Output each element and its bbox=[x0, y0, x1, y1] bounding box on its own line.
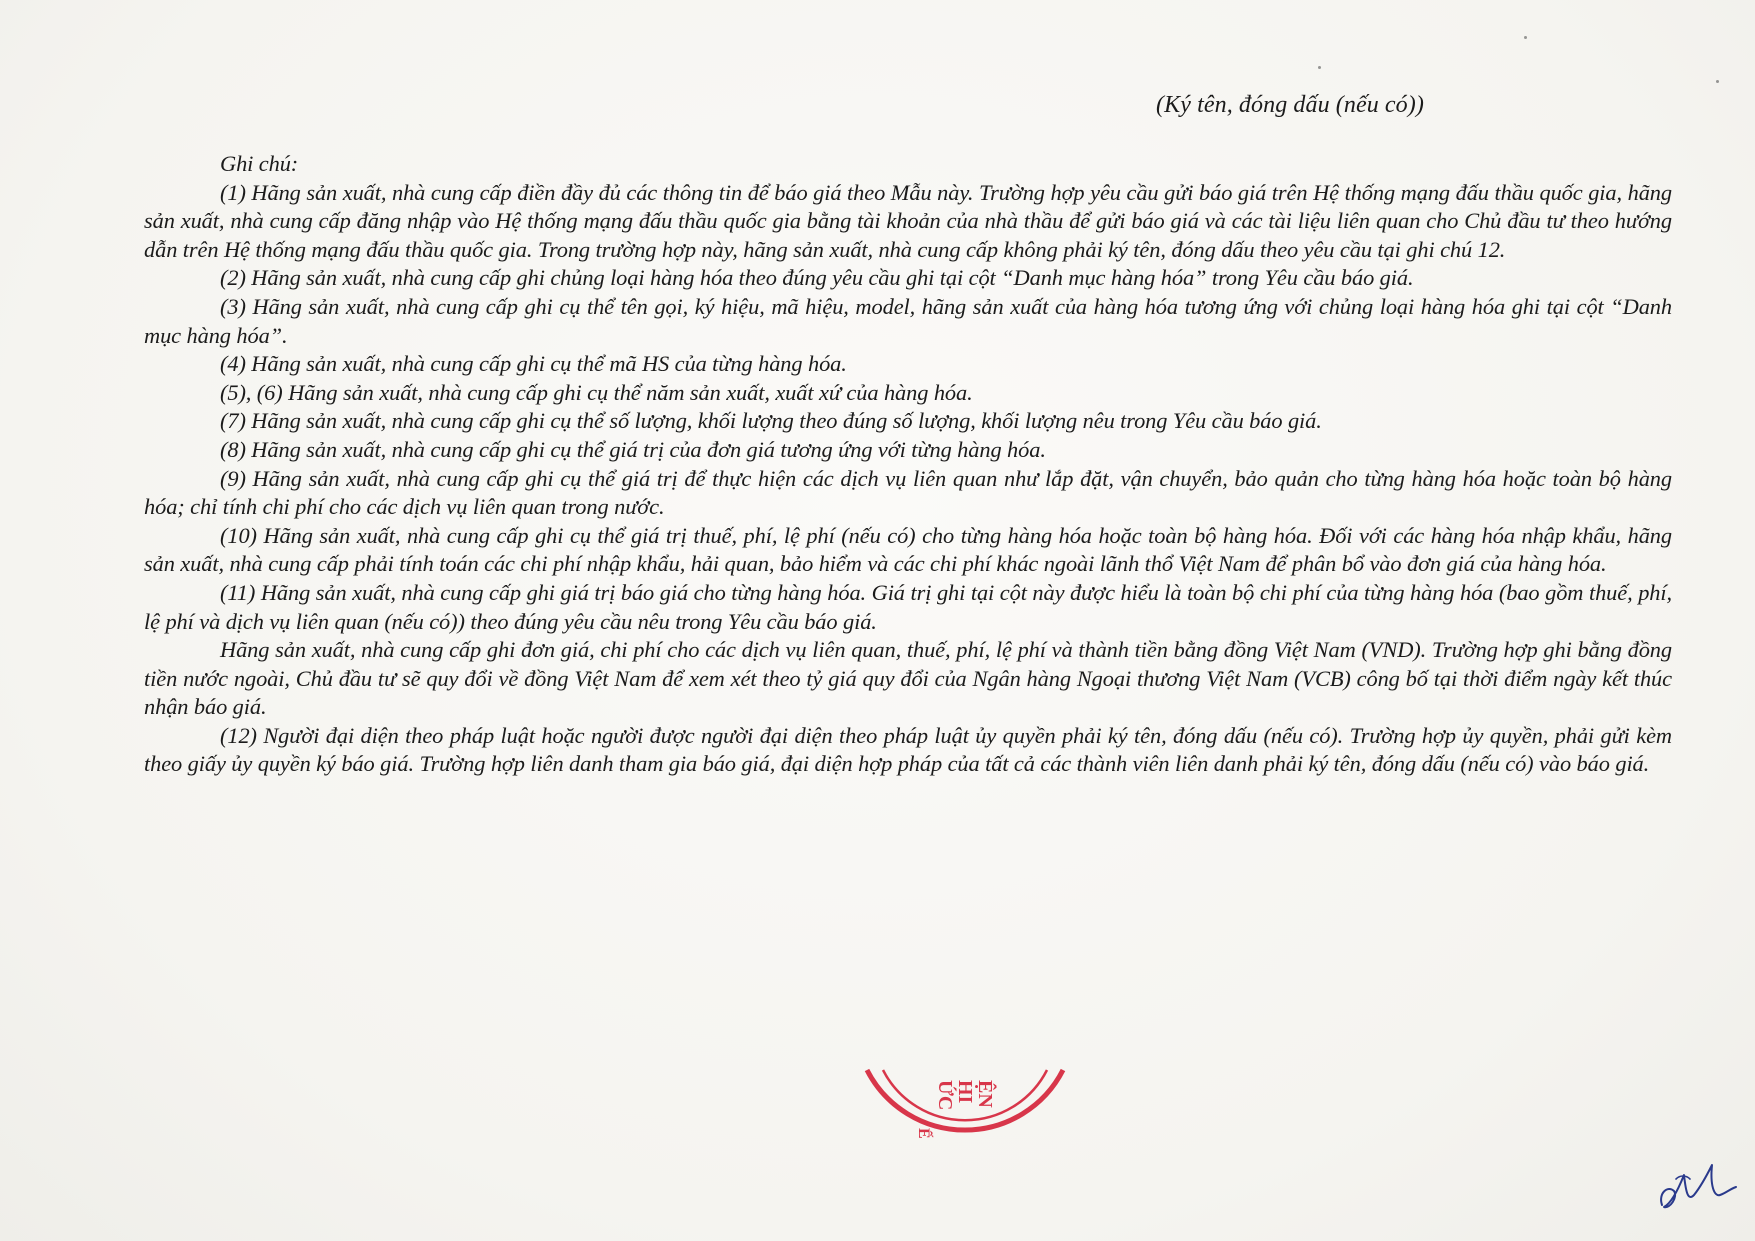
stamp-text-line: ỨC bbox=[934, 1080, 956, 1111]
stamp-text-line: ỆN bbox=[974, 1080, 996, 1108]
notes-section bbox=[144, 150, 1672, 779]
note-10: (10) Hãng sản xuất, nhà cung cấp ghi cụ thể giá trị thuế, phí, lệ phí (nếu có) cho từng hàng hóa hoặc toàn bộ hàng hóa. Đối với các hàng hóa nhập khẩu, hãng sản xuất, nhà cung cấp phải tính toán các chi phí nhập khẩu, hải quan, bảo hiểm và các chi phí khác ngoài lãnh thổ Việt Nam để phân bổ vào đơn giá của hàng hóa. bbox=[144, 522, 1672, 577]
stamp-text-line: Ế bbox=[915, 1128, 932, 1139]
company-stamp bbox=[855, 1050, 1075, 1200]
note-3: (3) Hãng sản xuất, nhà cung cấp ghi cụ thể tên gọi, ký hiệu, mã hiệu, model, hãng sản xuất của hàng hóa tương ứng với chủng loại hàng hóa ghi tại cột “Danh mục hàng hóa”. bbox=[144, 293, 1672, 348]
note-9: (9) Hãng sản xuất, nhà cung cấp ghi cụ thể giá trị để thực hiện các dịch vụ liên quan như lắp đặt, vận chuyển, bảo quản cho từng hàng hóa hoặc toàn bộ hàng hóa; chỉ tính chi phí cho các dịch vụ liên quan trong nước. bbox=[144, 465, 1672, 520]
note-7: (7) Hãng sản xuất, nhà cung cấp ghi cụ thể số lượng, khối lượng theo đúng số lượng, khối lượng nêu trong Yêu cầu báo giá. bbox=[220, 408, 1322, 434]
scan-speck bbox=[1716, 80, 1719, 83]
stamp-seal-graphic bbox=[855, 1050, 1075, 1200]
stamp-text-line: HI bbox=[954, 1080, 976, 1104]
note-11: (11) Hãng sản xuất, nhà cung cấp ghi giá trị báo giá cho từng hàng hóa. Giá trị ghi tại cột này được hiểu là toàn bộ chi phí của từng hàng hóa (bao gồm thuế, phí, lệ phí và dịch vụ liên quan (nếu có)) theo đúng yêu cầu nêu trong Yêu cầu báo giá. bbox=[144, 579, 1672, 634]
note-2: (2) Hãng sản xuất, nhà cung cấp ghi chủng loại hàng hóa theo đúng yêu cầu ghi tại cột “Danh mục hàng hóa” trong Yêu cầu báo giá. bbox=[220, 265, 1414, 291]
note-8: (8) Hãng sản xuất, nhà cung cấp ghi cụ thể giá trị của đơn giá tương ứng với từng hàng hóa. bbox=[220, 436, 1046, 462]
note-4: (4) Hãng sản xuất, nhà cung cấp ghi cụ thể mã HS của từng hàng hóa. bbox=[220, 351, 847, 377]
note-currency: Hãng sản xuất, nhà cung cấp ghi đơn giá, chi phí cho các dịch vụ liên quan, thuế, phí, lệ phí và thành tiền bằng đồng Việt Nam (VND). Trường hợp ghi bằng đồng tiền nước ngoài, Chủ đầu tư sẽ quy đổi về đồng Việt Nam để xem xét theo tỷ giá quy đổi của Ngân hàng Ngoại thương Việt Nam (VCB) công bố tại thời điểm ngày kết thúc nhận báo giá. bbox=[144, 637, 1672, 720]
note-12: (12) Người đại diện theo pháp luật hoặc người được người đại diện theo pháp luật ủy quyền phải ký tên, đóng dấu (nếu có). Trường hợp ủy quyền, phải gửi kèm theo giấy ủy quyền ký báo giá. Trường hợp liên danh tham gia báo giá, đại diện hợp pháp của tất cả các thành viên liên danh phải ký tên, đóng dấu (nếu có) vào báo giá. bbox=[144, 722, 1672, 777]
handwritten-initials bbox=[1650, 1145, 1740, 1220]
note-1: (1) Hãng sản xuất, nhà cung cấp điền đầy đủ các thông tin để báo giá theo Mẫu này. Trường hợp yêu cầu gửi báo giá trên Hệ thống mạng đấu thầu quốc gia, hãng sản xuất, nhà cung cấp đăng nhập vào Hệ thống mạng đấu thầu quốc gia bằng tài khoản của nhà thầu để gửi báo giá và các tài liệu liên quan cho Chủ đầu tư theo hướng dẫn trên Hệ thống mạng đấu thầu quốc gia. Trong trường hợp này, hãng sản xuất, nhà cung cấp không phải ký tên, đóng dấu theo yêu cầu tại ghi chú 12. bbox=[144, 179, 1672, 262]
notes-heading: Ghi chú: bbox=[220, 151, 299, 176]
scan-speck bbox=[1524, 36, 1527, 39]
scan-speck bbox=[1318, 66, 1321, 69]
note-5-6: (5), (6) Hãng sản xuất, nhà cung cấp ghi cụ thể năm sản xuất, xuất xứ của hàng hóa. bbox=[220, 379, 973, 405]
signature-caption: (Ký tên, đóng dấu (nếu có)) bbox=[1156, 92, 1424, 118]
